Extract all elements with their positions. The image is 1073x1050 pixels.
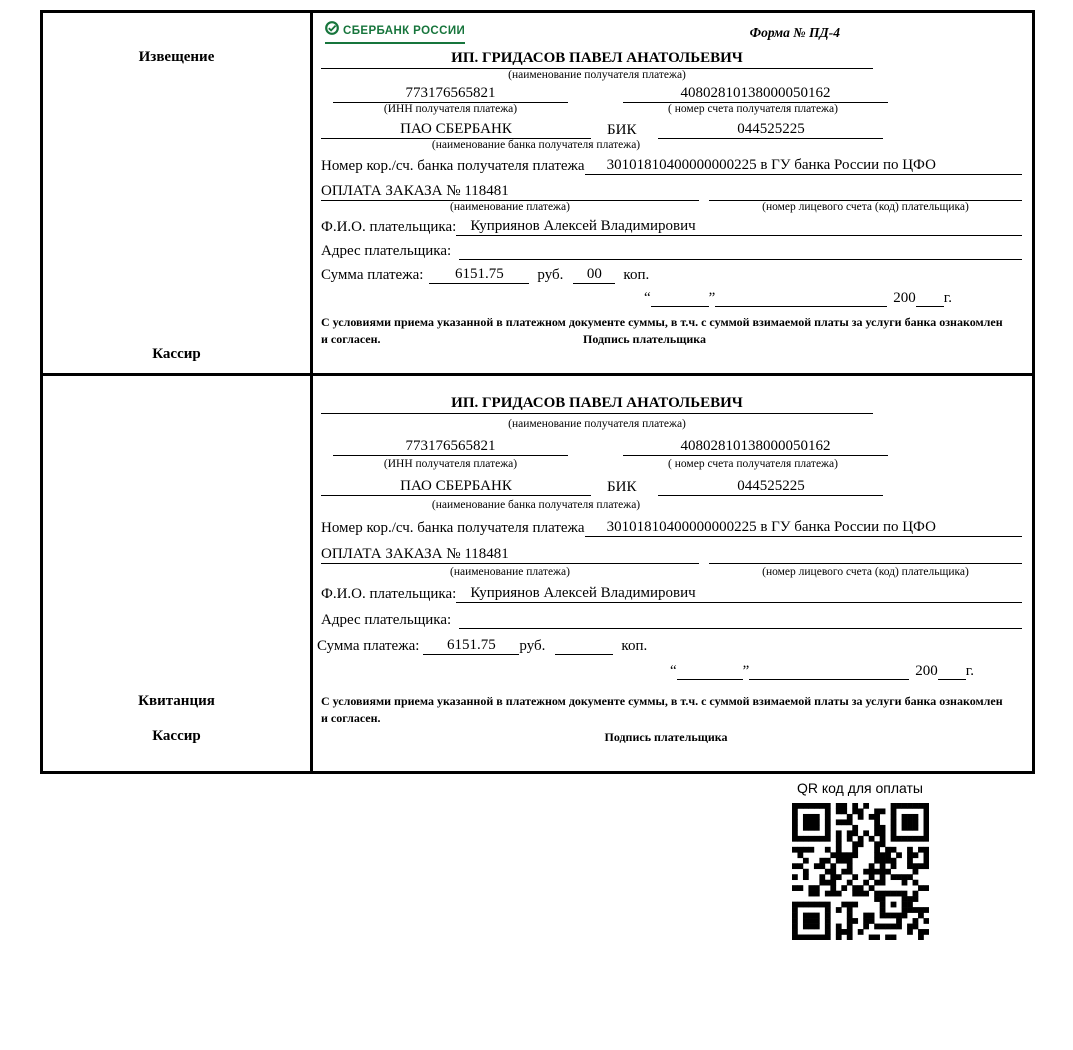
date-month-blank — [715, 289, 887, 307]
personal-account-caption: (номер лицевого счета (код) плательщика) — [762, 201, 969, 213]
inn-caption: (ИНН получателя платежа) — [383, 458, 518, 470]
payment-purpose-caption: (наименование платежа) — [450, 201, 570, 213]
payer-signature-label: Подпись плательщика — [583, 332, 706, 346]
date-day-blank — [677, 662, 743, 680]
agreement-text: С условиями приема указанной в платежном документе суммы, в т.ч. с суммой взимаемой платы за услуги банка ознакомлен и согласен. — [321, 315, 1003, 346]
payment-purpose-value: ОПЛАТА ЗАКАЗА № 118481 — [321, 546, 699, 564]
bik-label: БИК — [607, 122, 637, 138]
notice-label: Извещение — [138, 49, 215, 65]
cashier-label: Кассир — [152, 346, 201, 362]
date-year-blank — [938, 662, 966, 680]
rub-label: руб. — [537, 267, 564, 283]
sberbank-logo — [325, 21, 465, 44]
personal-account-blank — [709, 183, 1022, 201]
pd4-form — [40, 10, 1035, 774]
date-year-blank — [916, 289, 944, 307]
payer-address-label: Адрес плательщика: — [321, 612, 452, 628]
bank-name-caption: (наименование банка получателя платежа) — [431, 139, 641, 151]
payer-address-blank — [459, 611, 1022, 629]
year-suffix: г. — [943, 290, 952, 306]
qr-caption: QR код для оплаты — [796, 780, 923, 796]
receipt-label: Квитанция — [138, 693, 215, 709]
payer-address-blank — [459, 242, 1022, 260]
kop-label: коп. — [621, 638, 648, 654]
kop-label: коп. — [623, 267, 650, 283]
date-day-blank — [651, 289, 709, 307]
notice-section — [43, 13, 1032, 373]
agreement-block — [321, 314, 1022, 348]
corr-account-label: Номер кор./сч. банка получателя платежа — [321, 158, 585, 174]
recipient-name-caption: (наименование получателя платежа) — [508, 418, 686, 430]
personal-account-blank — [709, 546, 1022, 564]
recipient-name-caption: (наименование получателя платежа) — [508, 69, 686, 81]
year-label: 200 — [893, 290, 916, 306]
payment-purpose-value: ОПЛАТА ЗАКАЗА № 118481 — [321, 183, 699, 201]
payer-name-value: Куприянов Алексей Владимирович — [456, 218, 1022, 236]
bank-name-value: ПАО СБЕРБАНК — [321, 121, 591, 139]
quote-close: ” — [708, 290, 716, 306]
sum-kop-value: 00 — [573, 266, 615, 284]
notice-side-column — [43, 13, 313, 373]
sum-kop-blank — [555, 637, 613, 655]
sum-label: Сумма платежа: — [317, 638, 420, 654]
year-label: 200 — [915, 663, 938, 679]
payer-name-label: Ф.И.О. плательщика: — [321, 219, 457, 235]
agreement-text: С условиями приема указанной в платежном документе суммы, в т.ч. с суммой взимаемой платы за услуги банка ознакомлен и согласен. — [321, 694, 1003, 725]
date-month-blank — [749, 662, 909, 680]
form-number: Форма № ПД-4 — [749, 25, 840, 40]
notice-main — [313, 13, 1032, 373]
payer-signature-label: Подпись плательщика — [604, 729, 728, 744]
payment-purpose-caption: (наименование платежа) — [450, 566, 570, 578]
agreement-block — [321, 693, 1022, 727]
corr-account-value: 30101810400000000225 в ГУ банка России по ЦФО — [585, 519, 1022, 537]
personal-account-caption: (номер лицевого счета (код) плательщика) — [762, 566, 969, 578]
inn-caption: (ИНН получателя платежа) — [383, 103, 518, 115]
receipt-side-column — [43, 376, 313, 771]
sberbank-logo-text: СБЕРБАНК РОССИИ — [343, 24, 466, 37]
receipt-main — [313, 376, 1032, 771]
sum-label: Сумма платежа: — [321, 267, 424, 283]
quote-open: “ — [669, 663, 677, 679]
sum-rub-value: 6151.75 — [429, 266, 529, 284]
account-value: 40802810138000050162 — [623, 85, 888, 103]
receipt-section — [43, 373, 1032, 771]
bik-value: 044525225 — [658, 121, 883, 139]
quote-close: ” — [742, 663, 750, 679]
recipient-name: ИП. ГРИДАСОВ ПАВЕЛ АНАТОЛЬЕВИЧ — [321, 50, 873, 69]
sum-rub-value: 6151.75 — [423, 637, 519, 655]
account-caption: ( номер счета получателя платежа) — [668, 103, 838, 115]
account-caption: ( номер счета получателя платежа) — [668, 458, 838, 470]
cashier-label: Кассир — [152, 728, 201, 744]
corr-account-label: Номер кор./сч. банка получателя платежа — [321, 520, 585, 536]
year-suffix: г. — [965, 663, 974, 679]
payer-address-label: Адрес плательщика: — [321, 243, 452, 259]
rub-label: руб. — [519, 638, 546, 654]
bank-name-caption: (наименование банка получателя платежа) — [431, 499, 641, 511]
sberbank-logo-icon — [325, 21, 339, 40]
recipient-name: ИП. ГРИДАСОВ ПАВЕЛ АНАТОЛЬЕВИЧ — [321, 395, 873, 414]
qr-code-image — [792, 803, 929, 940]
corr-account-value: 30101810400000000225 в ГУ банка России по ЦФО — [585, 157, 1022, 175]
inn-value: 773176565821 — [333, 85, 568, 103]
notice-header — [321, 18, 1022, 50]
account-value: 40802810138000050162 — [623, 438, 888, 456]
bik-value: 044525225 — [658, 478, 883, 496]
inn-value: 773176565821 — [333, 438, 568, 456]
payer-name-value: Куприянов Алексей Владимирович — [456, 585, 1022, 603]
qr-block — [782, 780, 938, 940]
payer-name-label: Ф.И.О. плательщика: — [321, 586, 457, 602]
quote-open: “ — [643, 290, 651, 306]
bik-label: БИК — [607, 479, 637, 495]
bank-name-value: ПАО СБЕРБАНК — [321, 478, 591, 496]
